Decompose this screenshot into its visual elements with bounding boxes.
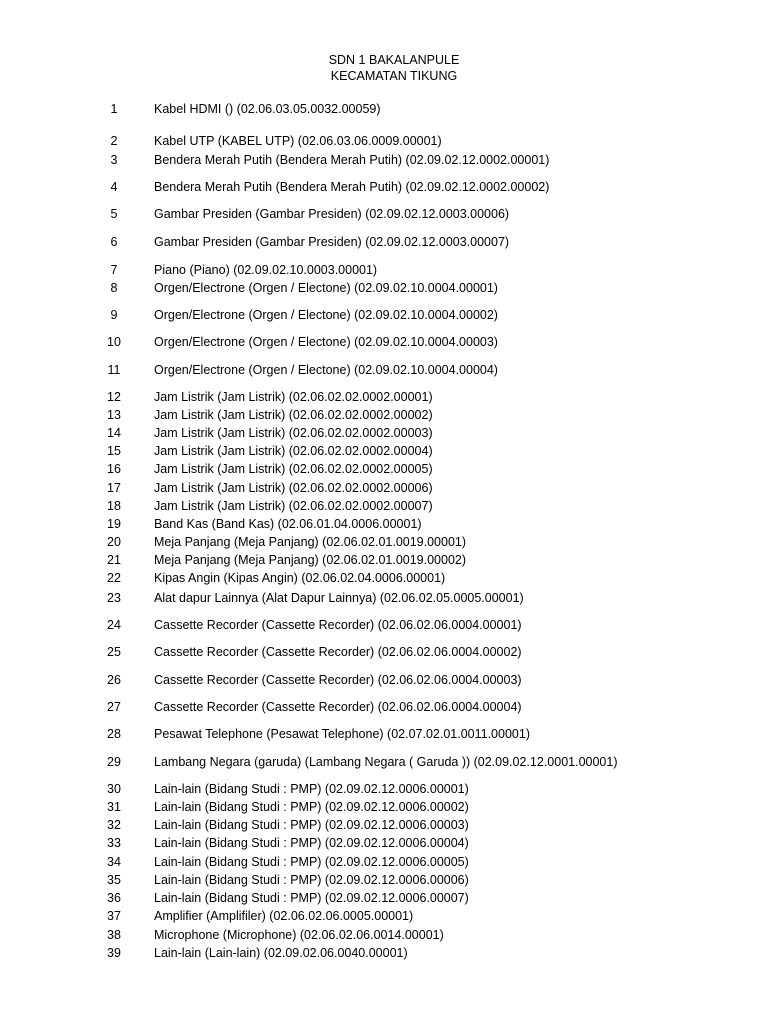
list-item — [0, 835, 768, 851]
list-item — [0, 280, 768, 296]
item-description: Jam Listrik (Jam Listrik) (02.06.02.02.0002.00005) — [154, 462, 433, 476]
list-item — [0, 908, 768, 924]
item-number: 8 — [110, 281, 118, 295]
list-item — [0, 307, 768, 323]
list-item — [0, 617, 768, 633]
list-item — [0, 534, 768, 550]
list-item — [0, 817, 768, 833]
item-description: Orgen/Electrone (Orgen / Electone) (02.09.02.10.0004.00002) — [154, 308, 498, 322]
item-number: 28 — [107, 727, 121, 741]
list-item — [0, 362, 768, 378]
item-description: Jam Listrik (Jam Listrik) (02.06.02.02.0002.00002) — [154, 408, 433, 422]
item-number: 19 — [107, 517, 121, 531]
item-number: 25 — [107, 645, 121, 659]
item-number: 21 — [107, 553, 121, 567]
item-number: 22 — [107, 571, 121, 585]
item-description: Amplifier (Amplifiler) (02.06.02.06.0005.00001) — [154, 909, 414, 923]
list-item — [0, 234, 768, 250]
item-description: Pesawat Telephone (Pesawat Telephone) (02.07.02.01.0011.00001) — [154, 727, 530, 741]
item-description: Jam Listrik (Jam Listrik) (02.06.02.02.0002.00003) — [154, 426, 433, 440]
item-description: Bendera Merah Putih (Bendera Merah Putih) (02.09.02.12.0002.00001) — [154, 153, 550, 167]
item-number: 23 — [107, 591, 121, 605]
item-description: Lain-lain (Bidang Studi : PMP) (02.09.02.12.0006.00003) — [154, 818, 469, 832]
list-item — [0, 334, 768, 350]
list-item — [0, 262, 768, 278]
list-item — [0, 152, 768, 168]
item-number: 7 — [110, 263, 118, 277]
document-title: SDN 1 BAKALANPULE — [328, 53, 460, 67]
item-description: Bendera Merah Putih (Bendera Merah Putih) (02.09.02.12.0002.00002) — [154, 180, 550, 194]
list-item — [0, 726, 768, 742]
item-number: 14 — [107, 426, 121, 440]
list-item — [0, 498, 768, 514]
item-description: Lain-lain (Bidang Studi : PMP) (02.09.02.12.0006.00002) — [154, 800, 469, 814]
item-description: Gambar Presiden (Gambar Presiden) (02.09.02.12.0003.00007) — [154, 235, 510, 249]
item-number: 12 — [107, 390, 121, 404]
item-description: Jam Listrik (Jam Listrik) (02.06.02.02.0002.00004) — [154, 444, 433, 458]
item-number: 35 — [107, 873, 121, 887]
item-number: 20 — [107, 535, 121, 549]
item-description: Cassette Recorder (Cassette Recorder) (02.06.02.06.0004.00001) — [154, 618, 522, 632]
list-item — [0, 872, 768, 888]
item-number: 10 — [107, 335, 121, 349]
list-item — [0, 854, 768, 870]
item-number: 31 — [107, 800, 121, 814]
item-description: Jam Listrik (Jam Listrik) (02.06.02.02.0002.00007) — [154, 499, 433, 513]
list-item — [0, 461, 768, 477]
item-number: 9 — [110, 308, 118, 322]
item-description: Alat dapur Lainnya (Alat Dapur Lainnya) (02.06.02.05.0005.00001) — [154, 591, 524, 605]
item-description: Kabel HDMI () (02.06.03.05.0032.00059) — [154, 102, 381, 116]
item-description: Meja Panjang (Meja Panjang) (02.06.02.01.0019.00001) — [154, 535, 467, 549]
list-item — [0, 407, 768, 423]
list-item — [0, 644, 768, 660]
item-number: 5 — [110, 207, 118, 221]
item-number: 18 — [107, 499, 121, 513]
item-description: Microphone (Microphone) (02.06.02.06.0014.00001) — [154, 928, 444, 942]
list-item — [0, 101, 768, 117]
item-number: 4 — [110, 180, 118, 194]
item-description: Lain-lain (Bidang Studi : PMP) (02.09.02.12.0006.00001) — [154, 782, 469, 796]
list-item — [0, 890, 768, 906]
item-description: Gambar Presiden (Gambar Presiden) (02.09.02.12.0003.00006) — [154, 207, 510, 221]
item-description: Jam Listrik (Jam Listrik) (02.06.02.02.0002.00001) — [154, 390, 433, 404]
list-item — [0, 552, 768, 568]
item-description: Lain-lain (Bidang Studi : PMP) (02.09.02.12.0006.00006) — [154, 873, 469, 887]
item-description: Lain-lain (Bidang Studi : PMP) (02.09.02.12.0006.00007) — [154, 891, 469, 905]
item-number: 29 — [107, 755, 121, 769]
item-number: 17 — [107, 481, 121, 495]
item-number: 37 — [107, 909, 121, 923]
item-description: Cassette Recorder (Cassette Recorder) (02.06.02.06.0004.00002) — [154, 645, 522, 659]
item-number: 36 — [107, 891, 121, 905]
item-number: 39 — [107, 946, 121, 960]
item-number: 27 — [107, 700, 121, 714]
item-description: Lain-lain (Bidang Studi : PMP) (02.09.02.12.0006.00004) — [154, 836, 469, 850]
item-number: 32 — [107, 818, 121, 832]
list-item — [0, 699, 768, 715]
list-item — [0, 672, 768, 688]
item-description: Lain-lain (Lain-lain) (02.09.02.06.0040.00001) — [154, 946, 408, 960]
list-item — [0, 206, 768, 222]
list-item — [0, 516, 768, 532]
document-subtitle: KECAMATAN TIKUNG — [330, 69, 458, 83]
item-description: Cassette Recorder (Cassette Recorder) (02.06.02.06.0004.00004) — [154, 700, 522, 714]
item-number: 1 — [110, 102, 118, 116]
item-description: Piano (Piano) (02.09.02.10.0003.00001) — [154, 263, 378, 277]
list-item — [0, 590, 768, 606]
item-number: 30 — [107, 782, 121, 796]
item-number: 38 — [107, 928, 121, 942]
item-number: 6 — [110, 235, 118, 249]
list-item — [0, 754, 768, 770]
item-number: 15 — [107, 444, 121, 458]
list-item — [0, 927, 768, 943]
item-number: 26 — [107, 673, 121, 687]
item-number: 34 — [107, 855, 121, 869]
list-item — [0, 781, 768, 797]
list-item — [0, 570, 768, 586]
item-description: Meja Panjang (Meja Panjang) (02.06.02.01.0019.00002) — [154, 553, 467, 567]
item-description: Lambang Negara (garuda) (Lambang Negara ( Garuda )) (02.09.02.12.0001.00001) — [154, 755, 618, 769]
item-description: Orgen/Electrone (Orgen / Electone) (02.09.02.10.0004.00001) — [154, 281, 498, 295]
item-number: 13 — [107, 408, 121, 422]
list-item — [0, 480, 768, 496]
item-description: Orgen/Electrone (Orgen / Electone) (02.09.02.10.0004.00004) — [154, 363, 498, 377]
list-item — [0, 389, 768, 405]
item-number: 16 — [107, 462, 121, 476]
item-description: Orgen/Electrone (Orgen / Electone) (02.09.02.10.0004.00003) — [154, 335, 498, 349]
list-item — [0, 133, 768, 149]
item-number: 2 — [110, 134, 118, 148]
item-number: 33 — [107, 836, 121, 850]
list-item — [0, 425, 768, 441]
list-item — [0, 799, 768, 815]
item-description: Kipas Angin (Kipas Angin) (02.06.02.04.0006.00001) — [154, 571, 446, 585]
item-number: 24 — [107, 618, 121, 632]
item-description: Lain-lain (Bidang Studi : PMP) (02.09.02.12.0006.00005) — [154, 855, 469, 869]
item-description: Band Kas (Band Kas) (02.06.01.04.0006.00001) — [154, 517, 422, 531]
list-item — [0, 179, 768, 195]
list-item — [0, 443, 768, 459]
item-number: 11 — [107, 363, 121, 377]
item-description: Cassette Recorder (Cassette Recorder) (02.06.02.06.0004.00003) — [154, 673, 522, 687]
item-description: Kabel UTP (KABEL UTP) (02.06.03.06.0009.00001) — [154, 134, 442, 148]
list-item — [0, 945, 768, 961]
item-number: 3 — [110, 153, 118, 167]
item-description: Jam Listrik (Jam Listrik) (02.06.02.02.0002.00006) — [154, 481, 433, 495]
